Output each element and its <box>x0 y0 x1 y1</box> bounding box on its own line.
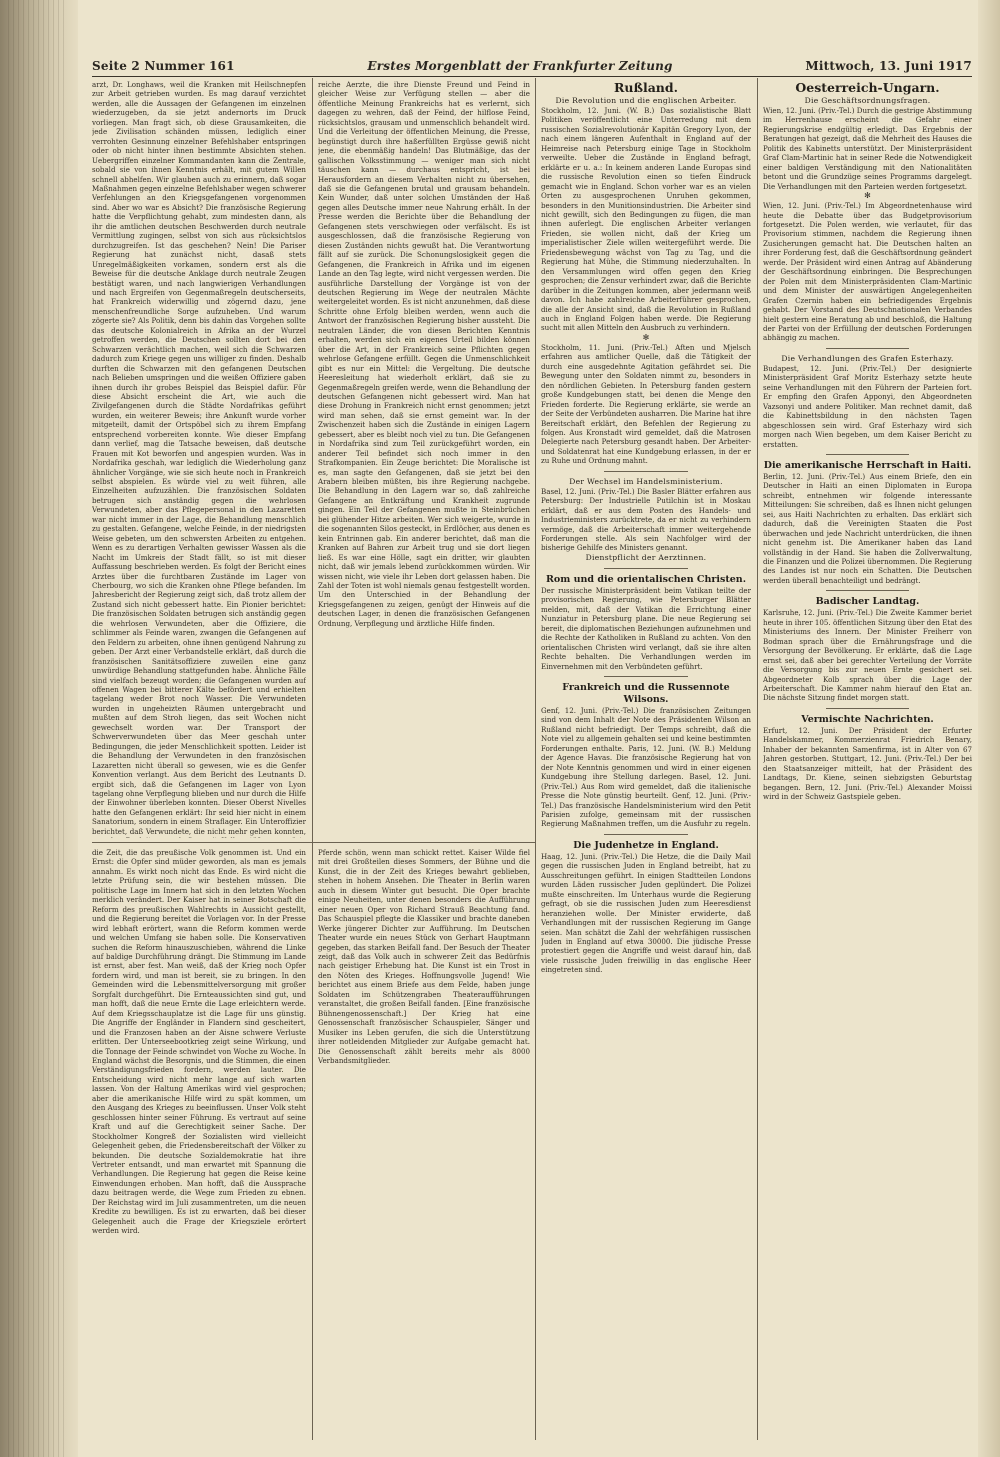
column-2-lower <box>318 848 530 1440</box>
page-edge <box>978 0 1000 1457</box>
column-rule-3 <box>757 78 758 1440</box>
section-title-austria: Oesterreich-Ungarn. <box>795 80 940 95</box>
article-text: Erfurt, 12. Juni. Der Präsident der Erfurter Handelskammer, Kommerzienrat Friedrich Benary, Inhaber der bekannten Samenfirma, ist in Alter von 67 Jahren gestorben. Stuttgart, 12. Juni. (Priv.-Tel.) Der bei den Staatsanzeiger mitteilt, hat der Präsident des Landtags, Dr. Kiene, seinen siebzigsten Geburtstag begangen. Bern, 12. Juni. (Priv.-Tel.) Alexander Moissi wird in der Schweiz Gastspiele geben. <box>763 725 972 802</box>
section-title-haiti: Die amerikanische Herrschaft in Haiti. <box>763 459 972 471</box>
article-text: Basel, 12. Juni. (Priv.-Tel.) Die Basler Blätter erfahren aus Petersburg: Der Industrielle Putilchin ist in Moskau erklärt, daß er aus dem Posten des Handels- und Industrieministers zurücktrete, da er nicht zu verhindern vermöge, daß die Arbeiterschaft immer weitergehende Forderungen stelle. Als sein Nachfolger wird der bisherige Gehilfe des Ministers genannt. <box>541 486 751 553</box>
article-text: Pferde schön, wenn man schickt rettet. Kaiser Wilde fiel mit drei Großteilen dieses Sommers, der Bühne und die Kunst, die in der Zeit des Krieges bewahrt geblieben, stehen in hohem Ansehen. Die Theater in Berlin waren auch in diesem Winter gut besucht. Die Oper brachte einige Neuheiten, unter denen besonders die Aufführung einer neuen Oper von Richard Strauß Beachtung fand. Das Schauspiel pflegte die Klassiker und brachte daneben Werke jüngerer Dichter zur Aufführung. Im Deutschen Theater wurde ein neues Stück von Gerhart Hauptmann gegeben, das starken Beifall fand. Der Besuch der Theater zeigt, daß das Volk auch in schwerer Zeit das Bedürfnis nach geistiger Erhebung hat. Die Kunst ist ein Trost in den Nöten des Krieges. Hoffnungsvolle Jugend! Wie berichtet aus einem Briefe aus dem Felde, haben junge Soldaten im Schützengraben Theateraufführungen veranstaltet, die großen Beifall fanden. [Eine französische Bühnengenossenschaft.] Der Krieg hat eine Genossenschaft französischer Schauspieler, Sänger und Musiker ins Leben gerufen, die sich die Unterstützung ihrer notleidenden Mitglieder zur Aufgabe gemacht hat. Die Genossenschaft zählt bereits mehr als 8000 Verbandsmitglieder. <box>318 848 530 1065</box>
divider <box>826 708 910 709</box>
divider <box>826 348 910 349</box>
column-1-upper <box>92 80 306 838</box>
article-text: Wien, 12. Juni. (Priv.-Tel.) Durch die gestrige Abstimmung im Herrenhause erscheint die Gefahr einer Regierungskrise endgültig erledigt. Das Ergebnis der Beratungen hat gezeigt, daß die Mehrheit des Hauses die Politik des Kabinetts unterstützt. Der Ministerpräsident Graf Clam-Martinic hat in seiner Rede die Notwendigkeit einer baldigen Verständigung mit den Nationalitäten betont und die Grundzüge seines Programms dargelegt. Die Verhandlungen mit den Parteien werden fortgesetzt. <box>763 106 972 191</box>
column-4 <box>763 80 972 1442</box>
page-header <box>92 58 972 74</box>
header-rule <box>92 76 972 77</box>
article-text: Haag, 12. Juni. (Priv.-Tel.) Die Hetze, die die Daily Mail gegen die russischen Juden in England betreibt, hat zu Ausschreitungen geführt. In einigen Stadtteilen Londons wurden Läden russischer Juden geplündert. Die Polizei mußte einschreiten. Im Unterhaus wurde die Regierung gefragt, ob sie die russischen Juden zum Heeresdienst heranziehen wolle. Der Minister erwiderte, daß Verhandlungen mit der russischen Regierung im Gange seien. Man schätzt die Zahl der wehrfähigen russischen Juden in England auf etwa 30000. Die jüdische Presse protestiert gegen die Angriffe und weist darauf hin, daß viele russische Juden freiwillig in das englische Heer eingetreten sind. <box>541 851 751 975</box>
divider <box>604 676 688 677</box>
article-text: Stockholm, 12. Juni. (W. B.) Das sozialistische Blatt Politiken veröffentlicht eine Unterredung mit dem russischen Sozialrevolutionär Kapitän Gregory Lyon, der nach einem längeren Aufenthalt in England auf der Heimreise nach Petersburg einige Tage in Stockholm verweilte. Ueber die Zustände in England befragt, erklärte er u. a.: In keinem anderen Lande Europas sind die russische Revolution einen so tiefen Eindruck gemacht wie in England. Schon vorher war es an vielen Orten zu ausgesprochenen Unruhen gekommen, besonders in den Munitionsindustrien. Die Arbeiter sind nicht gewillt, sich den Bedingungen zu fügen, die man ihnen auferlegt. Die englischen Arbeiter verlangen Frieden, sie wollen nicht, daß der Krieg um imperialistischer Ziele willen weitergeführt werde. Die Friedensbewegung wächst von Tag zu Tag, und die Regierung hat Mühe, die Stimmung niederzuhalten. In den Versammlungen wird offen gegen den Krieg gesprochen; die Zensur verhindert zwar, daß die Berichte darüber in die Zeitungen kommen, aber jedermann weiß davon. Ich habe zahlreiche Arbeiterführer gesprochen, die alle der Ansicht sind, daß die Revolution in Rußland auch in England Folgen haben werde. Die Regierung sucht mit allen Mitteln den Ausbruch zu verhindern. <box>541 106 751 333</box>
article-text: reiche Aerzte, die ihre Dienste Freund und Feind in gleicher Weise zur Verfügung stellen — aber die öffentliche Meinung Frankreichs hat es verlernt, sich dagegen zu wehren, daß der Feind, der hilflose Feind, rücksichtslos, grausam und unmenschlich behandelt wird. Und die Verleitung der öffentlichen Meinung, die Presse, begünstigt durch ihre haßerfüllten Ergüsse gewiß nicht jene, die ebenmäßig handeln! Das Blutmäßige, das der gallischen Volksstimmung — weniger man sich nicht täuschen kann — durchaus entspricht, ist bei Herausfordern an diesem Verhalten nicht zu übersehen, daß sie die Gefangenen brutal und grausam behandeln. Kein Wunder, daß unter solchen Umständen der Haß gegen alles Deutsche immer neue Nahrung erhält. In der Presse werden die Berichte über die Behandlung der Gefangenen stets verschwiegen oder verfälscht. Es ist ausgeschlossen, daß die französische Regierung von diesen Zuständen nichts gewußt hat. Die Verantwortung fällt auf sie zurück. Die Schonungslosigkeit gegen die Gefangenen, die Frankreich in Afrika und im eigenen Lande an den Tag legte, wird nicht vergessen werden. Die ausführliche Darstellung der Vorgänge ist von der deutschen Regierung im Wege der neutralen Mächte weitergeleitet worden. Es ist nicht anzunehmen, daß diese Schritte ohne Erfolg bleiben werden, wenn auch die Antwort der französischen Regierung bisher aussteht. Die neutralen Länder, die von diesen Berichten Kenntnis erhalten, werden sich ein eigenes Urteil bilden können über die Art, in der Frankreich seine Pflichten gegen wehrlose Gefangene erfüllt. Gegen die Unmenschlichkeit gibt es nur ein Mittel: die Vergeltung. Die deutsche Heeresleitung hat wiederholt erklärt, daß sie zu Gegenmaßregeln greifen werde, wenn die Behandlung der deutschen Gefangenen nicht gebessert wird. Man hat diese Drohung in Frankreich nicht ernst genommen; jetzt wird man sehen, daß sie ernst gemeint war. In der Zwischenzeit haben sich die Zustände in einigen Lagern gebessert, aber es bleibt noch viel zu tun. Die Gefangenen in Nordafrika sind zum Teil zurückgeführt worden, ein anderer Teil befindet sich noch immer in den Strafkompanien. Ein Zeuge berichtet: Die Moralische ist es, man sagte den Gefangenen, daß sie jetzt bei den Arabern bleiben müßten, bis ihre Regierung nachgebe. Die Behandlung in den Lagern war so, daß zahlreiche Gefangene an Entkräftung und Krankheit zugrunde gingen. Ein Teil der Gefangenen mußte in Steinbrüchen bei glühender Hitze arbeiten. Wer sich weigerte, wurde in die sogenannten Silos gesteckt, in Erdlöcher, aus denen es kein Entrinnen gab. Ein anderer berichtet, daß man die Kranken auf Bahren zur Arbeit trug und sie dort liegen ließ. Es war eine Hölle, sagt ein dritter, wir glaubten nicht, daß wir jemals lebend zurückkommen würden. Wir wissen nicht, wie viele ihr Leben dort gelassen haben. Die Zahl der Toten ist wohl niemals genau festgestellt worden. Um den Unterschied in der Behandlung der Kriegsgefangenen zu zeigen, genügt der Hinweis auf die deutschen Lager, in denen die französischen Gefangenen Ordnung, Verpflegung und ärztliche Hilfe finden. <box>318 80 530 628</box>
article-subtitle: Die Geschäftsordnungsfragen. <box>804 96 931 105</box>
article-subtitle: Die Verhandlungen des Grafen Esterhazy. <box>781 353 954 363</box>
article-text: Der russische Ministerpräsident beim Vatikan teilte der provisorischen Regierung, wie Petersburger Blätter melden, mit, daß der Vatikan die Errichtung einer Nunziatur in Petersburg plane. Die neue Regierung sei bereit, die diplomatischen Beziehungen aufzunehmen und die Rechte der Katholiken in Rußland zu achten. Von den orientalischen Christen wird verlangt, daß sie ihre alten Rechte behalten. Die Verhandlungen werden im Einvernehmen mit den Verbündeten geführt. <box>541 585 751 671</box>
divider <box>604 471 688 472</box>
column-3 <box>541 80 751 1442</box>
article-text: Budapest, 12. Juni. (Priv.-Tel.) Der designierte Ministerpräsident Graf Moritz Esterhazy setzte heute seine Verhandlungen mit den Führern der Parteien fort. Er empfing den Grafen Apponyi, den Abgeordneten Vazsonyi und andere Politiker. Man rechnet damit, daß die Kabinettsbildung in den nächsten Tagen abgeschlossen sein wird. Graf Esterhazy wird sich morgen nach Wien begeben, um dem Kaiser Bericht zu erstatten. <box>763 363 972 449</box>
section-title-misc: Vermischte Nachrichten. <box>801 713 934 725</box>
section-title-juden: Die Judenhetze in England. <box>573 839 719 851</box>
column-rule-2 <box>535 78 536 1440</box>
article-text: Wien, 12. Juni. (Priv.-Tel.) Im Abgeordnetenhause wird heute die Debatte über das Budgetprovisorium fortgesetzt. Die Polen werden, wie verlautet, für das Provisorium stimmen, nachdem die Regierung ihnen Zusicherungen gemacht hat. Die Deutschen halten an ihrer Forderung fest, daß die Geschäftsordnung geändert werde. Der Präsident wird einen Antrag auf Abänderung der Geschäftsordnung einbringen. Die Besprechungen der Polen mit dem Ministerpräsidenten Clam-Martinic und dem Minister der auswärtigen Angelegenheiten Grafen Czernin haben ein befriedigendes Ergebnis gehabt. Der Vorstand des Deutschnationalen Verbandes hielt gestern eine Beratung ab und beschloß, die Haltung der Partei von der Erfüllung der deutschen Forderungen abhängig zu machen. <box>763 201 972 343</box>
divider-star: ✻ <box>864 191 871 201</box>
column-rule-1 <box>312 78 313 1440</box>
divider <box>604 568 688 569</box>
divider <box>604 834 688 835</box>
article-text: Berlin, 12. Juni. (Priv.-Tel.) Aus einem Briefe, den ein Deutscher in Haiti an einen Diplomaten in Europa schreibt, entnehmen wir folgende interessante Mitteilungen: Sie schreiben, daß es Ihnen nicht gelungen sei, aus Haiti Nachrichten zu erhalten. Das erklärt sich dadurch, daß die Vereinigten Staaten die Post überwachen und jede Nachricht unterdrücken, die ihnen nicht genehm ist. Die Amerikaner haben das Land vollständig in der Hand. Sie haben die Zollverwaltung, die Finanzen und die Polizei übernommen. Die Regierung des Landes ist nur noch ein Schatten. Die Deutschen werden überall benachteiligt und bedrängt. <box>763 471 972 585</box>
divider <box>826 454 910 455</box>
section-title-rome: Rom und die orientalischen Christen. <box>546 573 746 585</box>
header-page-number: Seite 2 Nummer 161 <box>92 59 235 73</box>
column-2-upper <box>318 80 530 838</box>
header-masthead: Erstes Morgenblatt der Frankfurter Zeitung <box>367 59 673 73</box>
spine-texture <box>8 0 68 1457</box>
section-title-russia: Rußland. <box>613 80 678 95</box>
section-title-wilson: Frankreich und die Russennote Wilsons. <box>562 682 730 706</box>
article-subtitle: Die Revolution und die englischen Arbeiter. <box>555 96 737 105</box>
article-text: Genf, 12. Juni. (Priv.-Tel.) Die französischen Zeitungen sind von dem Inhalt der Note des Präsidenten Wilson an Rußland nicht befriedigt. Der Temps schreibt, daß die Note viel zu allgemein gehalten sei und keine bestimmten Forderungen enthalte. Paris, 12. Juni. (W. B.) Meldung der Agence Havas. Die französische Regierung hat von der Note Kenntnis genommen und wird in einer eigenen Kundgebung ihre Stellung darlegen. Basel, 12. Juni. (Priv.-Tel.) Aus Rom wird gemeldet, daß die italienische Presse die Note günstig beurteilt. Genf, 12. Juni. (Priv.-Tel.) Das französische Handelsministerium wird den Petit Parisien zufolge, gemeinsam mit der russischen Regierung Maßnahmen treffen, um die Ausfuhr zu regeln. <box>541 706 751 829</box>
article-subtitle: Der Wechsel im Handelsministerium. <box>569 476 723 486</box>
column-1-lower <box>92 848 306 1440</box>
article-subtitle: Dienstpflicht der Aerztinnen. <box>585 552 707 562</box>
divider <box>826 590 910 591</box>
article-text: Karlsruhe, 12. Juni. (Priv.-Tel.) Die Zweite Kammer beriet heute in ihrer 105. öffentlichen Sitzung über den Etat des Ministeriums des Innern. Der Minister Freiherr von Bodman sprach über die Ernährungsfrage und die Versorgung der Bevölkerung. Er erklärte, daß die Lage ernst sei, daß aber bei gerechter Verteilung der Vorräte die Versorgung bis zur neuen Ernte gesichert sei. Abgeordneter Kolb sprach über die Lage der Arbeiterschaft. Die Kammer nahm hierauf den Etat an. Die nächste Sitzung findet morgen statt. <box>763 608 972 703</box>
divider-star: ✻ <box>642 332 650 342</box>
feuilleton-rule <box>92 842 535 843</box>
header-date: Mittwoch, 13. Juni 1917 <box>805 59 972 73</box>
article-text: die Zeit, die das preußische Volk genommen ist. Und ein Ernst: die Opfer sind müder geworden, als man es jemals annahm. Es wirkt noch nicht das Ende. Es wird nicht die letzte Prüfung sein, die wir bestehen müssen. Die politische Lage im Innern hat sich in den letzten Wochen merklich verändert. Der Kaiser hat in seiner Botschaft die Reform des preußischen Wahlrechts in Aussicht gestellt, und die Regierung bereitet die Vorlagen vor. In der Presse wird lebhaft erörtert, wann die Reform kommen werde und welchen Umfang sie haben solle. Die Konservativen suchen die Reform hinauszuschieben, während die Linke auf baldige Durchführung drängt. Die Stimmung im Lande ist ernst, aber fest. Man weiß, daß der Krieg noch Opfer fordern wird, und man ist bereit, sie zu bringen. In den Gemeinden wird die Lebensmittelversorgung mit großer Sorgfalt durchgeführt. Die Ernteaussichten sind gut, und man hofft, daß die neue Ernte die Lage erleichtern werde. Auf dem Kriegsschauplatze ist die Lage für uns günstig. Die Angriffe der Engländer in Flandern sind gescheitert, und die Franzosen haben an der Aisne schwere Verluste erlitten. Der Unterseebootkrieg zeigt seine Wirkung, und die Tonnage der Feinde schwindet von Woche zu Woche. In England wächst die Besorgnis, und die Stimmen, die einen Verständigungsfrieden fordern, werden lauter. Die Entscheidung wird nicht mehr lange auf sich warten lassen. Von der Haltung Amerikas wird viel gesprochen; aber die amerikanische Hilfe wird zu spät kommen, um den Ausgang des Krieges zu beeinflussen. Unser Volk steht geschlossen hinter seiner Führung. Es vertraut auf seine Kraft und auf die Gerechtigkeit seiner Sache. Der Stockholmer Kongreß der Sozialisten wird vielleicht Gelegenheit geben, die Friedensbereitschaft der Völker zu bekunden. Die deutsche Sozialdemokratie hat ihre Vertreter entsandt, und man erwartet mit Spannung die Verhandlungen. Die Regierung hat gegen die Reise keine Einwendungen erhoben. Man hofft, daß die Aussprache dazu beitragen werde, die Wege zum Frieden zu ebnen. Der Reichstag wird im Juli zusammentreten, um die neuen Kredite zu bewilligen. Es ist zu erwarten, daß bei dieser Gelegenheit auch die Frage der Kriegsziele erörtert werden wird. <box>92 848 306 1236</box>
section-title-baden: Badischer Landtag. <box>815 596 920 608</box>
article-text: Stockholm, 11. Juni. (Priv.-Tel.) Aften und Mjelsch erfahren aus amtlicher Quelle, daß die Tätigkeit der durch eine ausgedehnte Agitation gefährdet sei. Die Bewegung unter den Soldaten nimmt zu, besonders in den nördlichen Gebieten. In Petersburg fanden gestern große Kundgebungen statt, bei denen die Menge den Frieden forderte. Die Regierung erklärte, sie werde an der Seite der Verbündeten ausharren. Die Marine hat ihre Bereitschaft erklärt, den Befehlen der Regierung zu folgen. Aus Kronstadt wird gemeldet, daß die Matrosen Delegierte nach Petersburg gesandt haben. Der Arbeiter- und Soldatenrat hat eine Kundgebung erlassen, in der er zu Ruhe und Ordnung mahnt. <box>541 342 751 466</box>
article-text: arzt, Dr. Longhaws, weil die Kranken mit Heilschnepfen zur Arbeit getrieben wurden. Es mag darauf verzichtet werden, alle die Aussagen der Gefangenen im einzelnen wiederzugeben, da sie jetzt andernorts im Druck vorliegen. Man fragt sich, ob diese Grausamkeiten, die jede Zivilisation schänden müssen, lediglich einer verrohten Gesinnung einzelner Befehlshaber entspringen oder ob nicht hinter ihnen bestimmte Absichten stehen. Uebergriffen einzelner Kommandanten kann die Zentrale, sobald sie von ihnen Kenntnis erhält, mit gutem Willen schnell abhelfen. Wir glauben auch zu erinnern, daß sogar Maßnahmen gegen einzelne Befehlshaber wegen schwerer Verfehlungen an den Kriegsgefangenen vorgenommen sind. Aber wo war es Absicht? Die französische Regierung hatte die Verpflichtung gehabt, zum mindesten dann, als ihr die amtlichen deutschen Beschwerden durch neutrale Vermittlung zugingen, selbst von sich aus rücksichtslos durchzugreifen. Ist das geschehen? Nein! Die Pariser Regierung hat zunächst nicht, dasaß stets Unregelmäßigkeiten vorkamen, sondern erst als die Beweise für die deutsche Anklage durch neutrale Zeugen bestätigt waren, und nach langwierigen Verhandlungen und nach Ergreifen von Gegenmaßregeln deutscherseits, hat Frankreich widerwillig und zögernd dazu, jene menschenfreundliche Sorge aufzuheben. Und warum zögerte sie? Als Politik, denn bis dahin das Vorgehen sollte das deutsche Kolonialreich in Afrika an der Wurzel getroffen werden, die Deutschen sollten dort bei den Schwarzen verächtlich machen, weil sich die Schwarzen dadurch zum Kriege gegen uns williger zu finden. Deshalb durften die Schwarzen mit den gefangenen Deutschen nach Belieben umspringen und die weißen Offiziere gaben ihnen durch ihr grobes Beispiel das Beispiel dafür. Für diese Absicht erscheint die Art, wie auch die Zivilgefangenen durch die Städte Nordafrikas geführt wurden, ein weiterer Beweis; ihre Ankunft wurde vorher mitgeteilt, damit der Ortspöbel sich zu ihrem Empfang entsprechend vorbereiten konnte. Wie dieser Empfang dann verlief, mag die Tatsache beweisen, daß deutsche Frauen mit Kot beworfen und angespien wurden. Was in Nordafrika geschah, war lediglich die Wiederholung ganz ähnlicher Vorgänge, wie sie sich heute noch in Frankreich selbst abspielen. Es würde viel zu weit führen, alle Einzelheiten aufzuzählen. Die französischen Soldaten betrugen sich anständig gegen die wehrlosen Verwundeten, aber das Pflegepersonal in den Lazaretten war nicht immer in der Lage, die Behandlung menschlich zu gestalten. Gefangene, welche Feinde, in der niedrigsten Weise gebeten, um den schwersten Arbeiten zu entgehen. Wenn es zu derartigen Verhalten gewisser Wassen als die Nacht im Umkreis der Stadt fällt, so ist mit dieser Auffassung beschrieben werden. Es folgt der Bericht eines Arztes über die furchtbaren Zustände im Lager von Cherbourg, wo sich die Kranken ohne Pflege befanden. Im Jahresbericht der Regierung zeigt sich, daß trotz allem der Zustand sich nicht gebessert hatte. Ein Pionier berichtet: Die französischen Soldaten betrugen sich anständig gegen die wehrlosen Verwundeten, aber die Offiziere, die schlimmer als Feinde waren, zwangen die Gefangenen auf den Feldern zu arbeiten, ohne ihnen genügend Nahrung zu geben. Der Arzt einer Verbandstelle erklärt, daß durch die französischen Sanitätsoffiziere zuweilen eine ganz unwürdige Behandlung stattgefunden habe. Ähnliche Fälle sind vielfach bezeugt worden; die Gefangenen wurden auf offenen Wagen bei bitterer Kälte befördert und erhielten tagelang weder Brot noch Wasser. Die Verwundeten wurden in ungeheizten Räumen untergebracht und mußten auf dem Stroh liegen, das seit Wochen nicht gewechselt worden war. Der Transport der Schwerverwundeten über das Meer geschah unter Bedingungen, die jeder Menschlichkeit spotten. Leider ist die Behandlung der Verwundeten in den französischen Lazaretten nicht überall so gewesen, wie es die Genfer Konvention verlangt. Aus dem Bericht des Leutnants D. ergibt sich, daß die Gefangenen im Lager von Lyon tagelang ohne Verpflegung blieben und nur durch die Hilfe der Einwohner überleben konnten. Dieser Oberst Nivelles hatte den Gefangenen erklärt: Ihr seid hier nicht in einem Sanatorium, sondern in einem Straflager. Ein Unteroffizier berichtet, daß Verwundete, die nicht mehr gehen konnten, <box>92 80 306 836</box>
